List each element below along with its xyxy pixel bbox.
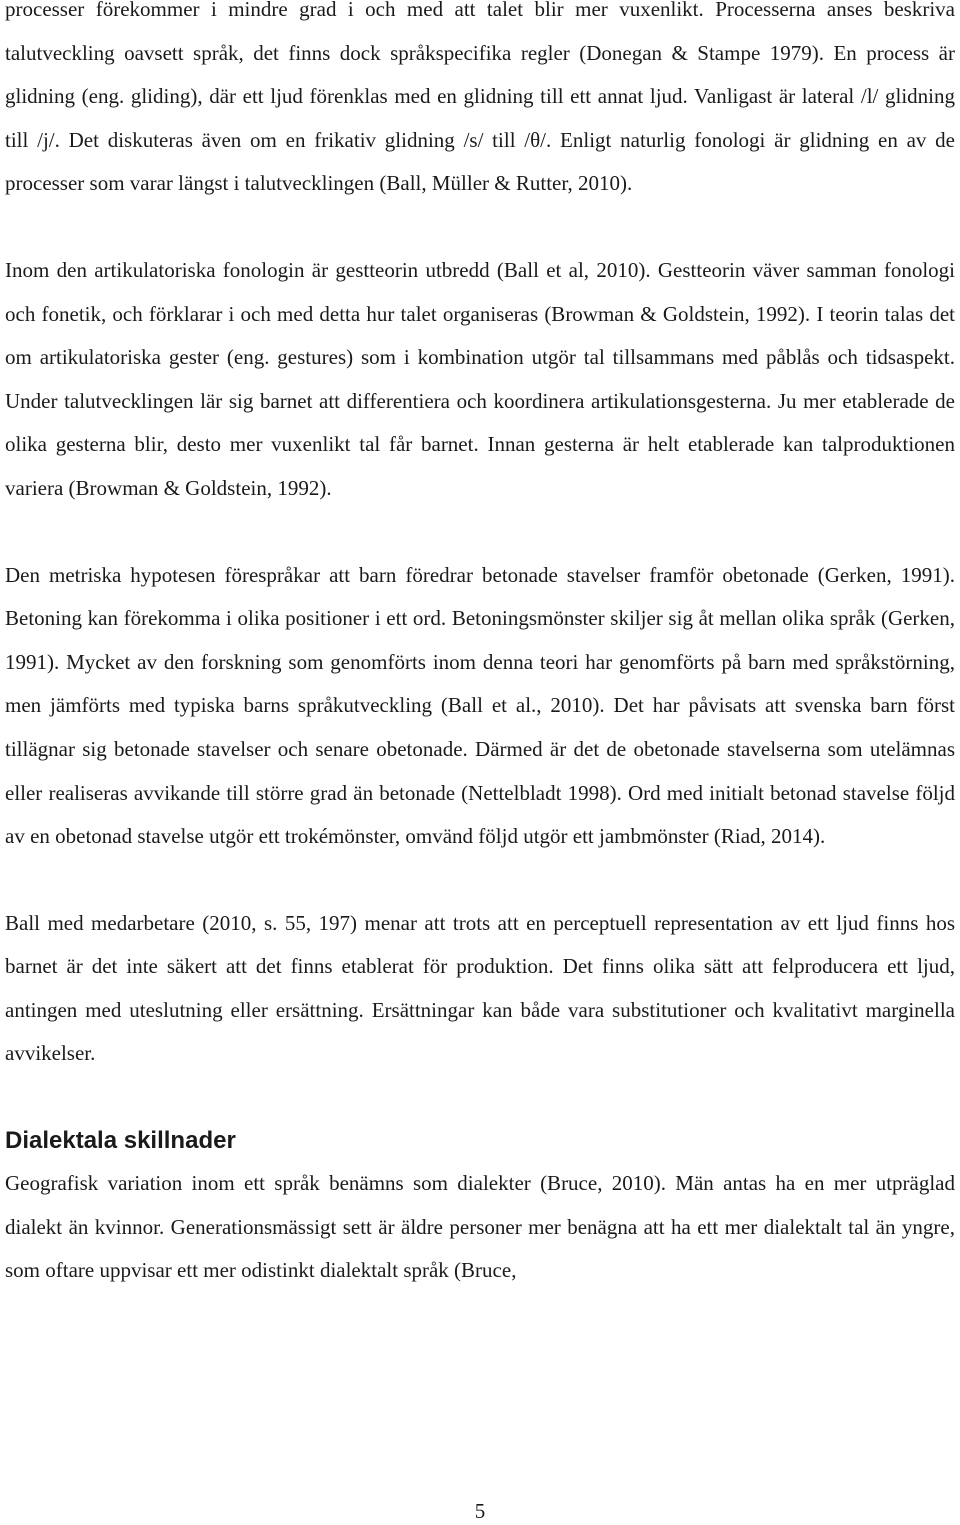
paragraph-perceptual-representation: Ball med medarbetare (2010, s. 55, 197) menar att trots att en perceptuell representation av ett ljud finns hos barnet är det inte säkert att det finns etablerat för produktion. Det finns olika sätt att felproducera ett ljud, antingen med uteslutning eller ersättning. Ersättningar kan både vara substitutioner och kvalitativt marginella avvikelser. bbox=[5, 910, 955, 1066]
document-page bbox=[5, 0, 955, 1293]
paragraph-natural-phonology: processer förekommer i mindre grad i och med att talet blir mer vuxenlikt. Processerna anses beskriva talutveckling oavsett språk, det finns dock språkspecifika regler (Donegan & Stampe 1979). En process är glidning (eng. gliding), där ett ljud förenklas med en glidning till ett annat ljud. Vanligast är lateral /l/ glidning till /j/. Det diskuteras även om en frikativ glidning /s/ till /θ/. Enligt naturlig fonologi är glidning en av de processer som varar längst i talutvecklingen (Ball, Müller & Rutter, 2010). bbox=[5, 0, 955, 196]
paragraph-gap bbox=[5, 511, 955, 554]
paragraph-gesture-theory: Inom den artikulatoriska fonologin är gestteorin utbredd (Ball et al, 2010). Gestteorin väver samman fonologi och fonetik, och förklarar i och med detta hur talet organiseras (Browman & Goldstein, 1992). I teorin talas det om artikulatoriska gester (eng. gestures) som i kombination utgör tal tillsammans med påblås och tidsaspekt. Under talutvecklingen lär sig barnet att differentiera och koordinera artikulationsgesterna. Ju mer etablerade de olika gesterna blir, desto mer vuxenlikt tal får barnet. Innan gesterna är helt etablerade kan talproduktionen variera (Browman & Goldstein, 1992). bbox=[5, 257, 955, 500]
paragraph-dialects: Geografisk variation inom ett språk benämns som dialekter (Bruce, 2010). Män antas ha en mer utpräglad dialekt än kvinnor. Generationsmässigt sett är äldre personer mer benägna att ha ett mer dialektalt tal än yngre, som oftare uppvisar ett mer odistinkt dialektalt språk (Bruce, bbox=[5, 1171, 955, 1283]
paragraph-metrical-hypothesis: Den metriska hypotesen förespråkar att barn föredrar betonade stavelser framför obetonade (Gerken, 1991). Betoning kan förekomma i olika positioner i ett ord. Betoningsmönster skiljer sig åt mellan olika språk (Gerken, 1991). Mycket av den forskning som genomförts inom denna teori har genomförts på barn med språkstörning, men jämförts med typiska barns språkutveckling (Ball et al., 2010). Det har påvisats att svenska barn först tillägnar sig betonade stavelser och senare obetonade. Därmed är det de obetonade stavelserna som utelämnas eller realiseras avvikande till större grad än betonade (Nettelbladt 1998). Ord med initialt betonad stavelse följd av en obetonad stavelse utgör ett trokémönster, omvänd följd utgör ett jambmönster (Riad, 2014). bbox=[5, 562, 955, 849]
paragraph-gap bbox=[5, 1076, 955, 1119]
paragraph-gap bbox=[5, 859, 955, 902]
section-heading: Dialektala skillnader bbox=[5, 1127, 236, 1155]
page-number: 5 bbox=[474, 1499, 486, 1523]
paragraph-gap bbox=[5, 206, 955, 249]
